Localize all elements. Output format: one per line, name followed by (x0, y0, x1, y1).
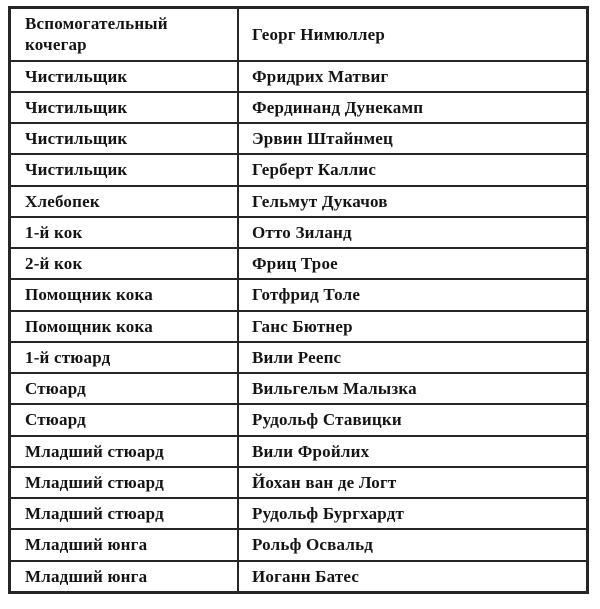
name-cell: Готфрид Толе (238, 279, 588, 310)
name-cell: Герберт Каллис (238, 154, 588, 185)
table-row (10, 248, 588, 279)
table-row (10, 436, 588, 467)
name-cell: Гельмут Дукачов (238, 186, 588, 217)
position-cell: 2-й кок (10, 248, 239, 279)
position-cell: Стюард (10, 404, 239, 435)
name-cell: Йохан ван де Логт (238, 467, 588, 498)
table-row (10, 404, 588, 435)
position-cell: Младший юнга (10, 529, 239, 560)
position-cell: 1-й кок (10, 217, 239, 248)
name-cell: Вильгельм Малызка (238, 373, 588, 404)
table-row (10, 8, 588, 61)
position-cell: Чистильщик (10, 92, 239, 123)
table-row (10, 123, 588, 154)
table-row (10, 529, 588, 560)
name-cell: Эрвин Штайнмец (238, 123, 588, 154)
name-cell: Фердинанд Дунекамп (238, 92, 588, 123)
table-row (10, 311, 588, 342)
table-row (10, 61, 588, 92)
name-cell: Фриц Трое (238, 248, 588, 279)
position-cell: Чистильщик (10, 61, 239, 92)
position-cell: Вспомогательный кочегар (10, 8, 239, 61)
position-cell: 1-й стюард (10, 342, 239, 373)
position-cell: Стюард (10, 373, 239, 404)
position-cell: Младший юнга (10, 561, 239, 593)
name-cell: Иоганн Батес (238, 561, 588, 593)
position-cell: Помощник кока (10, 279, 239, 310)
name-cell: Рудольф Ставицки (238, 404, 588, 435)
table-row (10, 186, 588, 217)
table-row (10, 498, 588, 529)
name-cell: Георг Нимюллер (238, 8, 588, 61)
table-row (10, 342, 588, 373)
position-cell: Помощник кока (10, 311, 239, 342)
table-row (10, 154, 588, 185)
name-cell: Фридрих Матвиг (238, 61, 588, 92)
name-cell: Рудольф Бургхардт (238, 498, 588, 529)
table-row (10, 217, 588, 248)
position-cell: Младший стюард (10, 498, 239, 529)
name-cell: Вили Фройлих (238, 436, 588, 467)
position-cell: Хлебопек (10, 186, 239, 217)
position-cell: Младший стюард (10, 436, 239, 467)
name-cell: Вили Реепс (238, 342, 588, 373)
name-cell: Рольф Освальд (238, 529, 588, 560)
table-row (10, 467, 588, 498)
table-row (10, 561, 588, 593)
table-row (10, 92, 588, 123)
crew-roster-table (8, 6, 589, 594)
position-cell: Младший стюард (10, 467, 239, 498)
name-cell: Ганс Бютнер (238, 311, 588, 342)
table-row (10, 373, 588, 404)
name-cell: Отто Зиланд (238, 217, 588, 248)
position-cell: Чистильщик (10, 154, 239, 185)
position-cell: Чистильщик (10, 123, 239, 154)
table-row (10, 279, 588, 310)
